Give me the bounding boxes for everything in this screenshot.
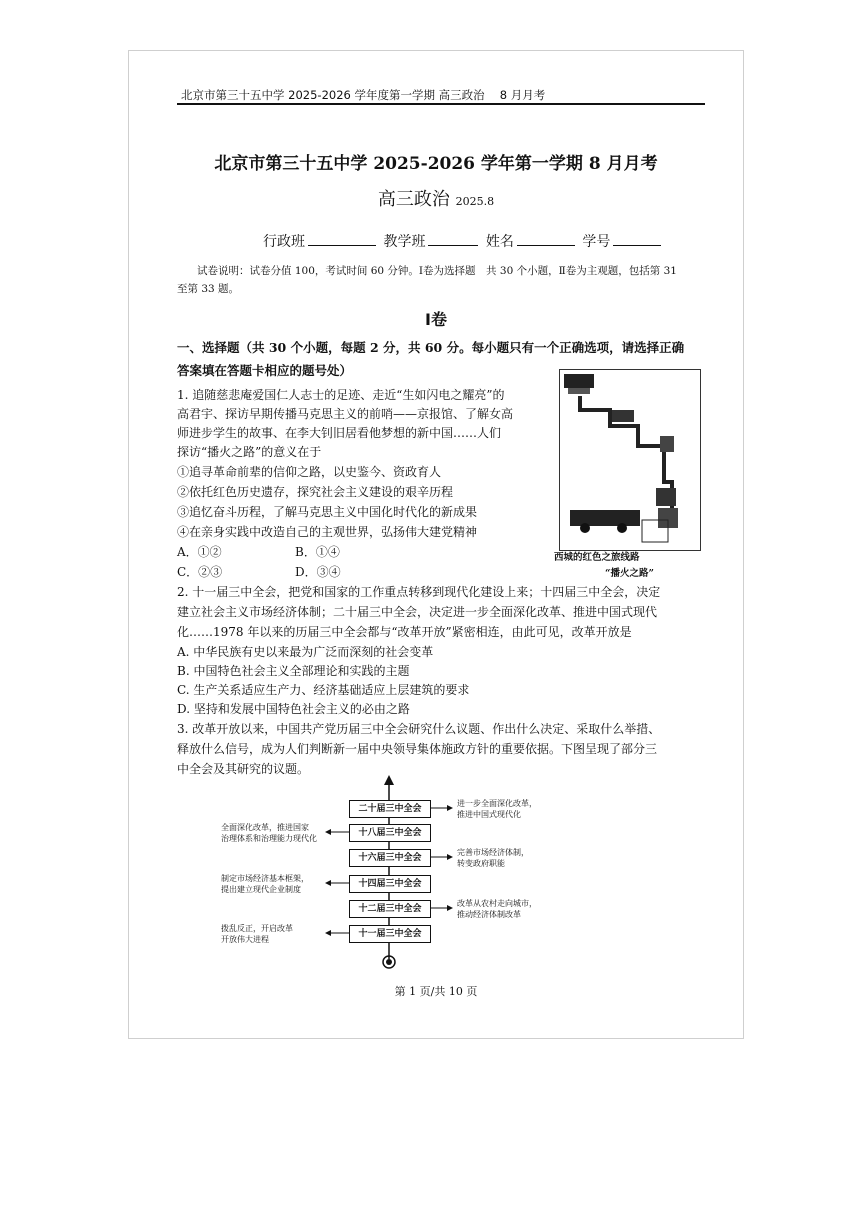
instructions-line-1: 试卷说明：试卷分值 100，考试时间 60 分钟。Ⅰ卷为选择题 共 30 个小题，Ⅱ卷为主观题，包括第 31 bbox=[197, 265, 677, 277]
red-route-map-image bbox=[559, 369, 701, 551]
note-right: 完善市场经济体制， 转变政府职能 bbox=[457, 848, 529, 868]
instructions-line-2: 至第 33 题。 bbox=[177, 283, 240, 295]
q1-line: 探访“播火之路”的意义在于 bbox=[177, 445, 322, 459]
student-id-label: 学号 bbox=[582, 234, 611, 250]
class-teach-label: 教学班 bbox=[383, 234, 426, 250]
q2-option-c: C. 生产关系适应生产力、经济基础适应上层建筑的要求 bbox=[177, 683, 470, 697]
q2-line: 建立社会主义市场经济体制；二十届三中全会，决定进一步全面深化改革、推进中国式现代 bbox=[177, 605, 658, 619]
student-info-fields bbox=[263, 231, 664, 251]
class-admin-label: 行政班 bbox=[263, 234, 305, 250]
name-blank[interactable] bbox=[517, 232, 575, 246]
route-illustration-icon bbox=[560, 370, 700, 550]
subject-line bbox=[129, 185, 743, 211]
q1-item: ②依托红色历史遗存，探究社会主义建设的艰辛历程 bbox=[177, 485, 454, 499]
q2-option-d: D. 坚持和发展中国特色社会主义的必由之路 bbox=[177, 702, 410, 716]
q3-line: 3. 改革开放以来，中国共产党历届三中全会研究什么议题、作出什么决定、采取什么举措、 bbox=[177, 722, 661, 736]
image-caption-2: “播火之路” bbox=[605, 568, 654, 579]
q1-item: ④在亲身实践中改造自己的主观世界，弘扬伟大建党精神 bbox=[177, 525, 478, 539]
q3-line: 释放什么信号，成为人们判断新一届中央领导集体施政方针的重要依据。下图呈现了部分三 bbox=[177, 742, 658, 756]
q1-line: 师进步学生的故事、在李大钊旧居看他梦想的新中国……人们 bbox=[177, 426, 502, 440]
q1-option-d: D．③④ bbox=[295, 565, 341, 579]
stage-16th-plenum: 十六届三中全会 bbox=[349, 849, 431, 867]
exam-page bbox=[128, 50, 744, 1039]
stage-12th-plenum: 十二届三中全会 bbox=[349, 900, 431, 918]
q2-option-b: B. 中国特色社会主义全部理论和实践的主题 bbox=[177, 664, 410, 678]
image-caption-1: 西城的红色之旅线路 bbox=[554, 552, 640, 563]
student-id-blank[interactable] bbox=[613, 232, 661, 246]
stage-18th-plenum: 十八届三中全会 bbox=[349, 824, 431, 842]
plenum-timeline-diagram bbox=[199, 771, 619, 971]
q2-option-a: A. 中华民族有史以来最为广泛而深刻的社会变革 bbox=[177, 645, 434, 659]
q2-line: 化……1978 年以来的历届三中全会都与“改革开放”紧密相连，由此可见，改革开放是 bbox=[177, 625, 632, 639]
part1-heading-2: 答案填在答题卡相应的题号处） bbox=[177, 363, 353, 378]
q1-option-a: A．①② bbox=[177, 545, 222, 559]
name-label: 姓名 bbox=[485, 234, 514, 250]
part1-heading-1: 一、选择题（共 30 个小题，每题 2 分，共 60 分。每小题只有一个正确选项，请选择正确 bbox=[177, 340, 685, 355]
note-right: 进一步全面深化改革， 推进中国式现代化 bbox=[457, 799, 537, 819]
note-left: 拨乱反正，开启改革 开放伟大进程 bbox=[221, 924, 293, 944]
class-admin-blank[interactable] bbox=[308, 232, 376, 246]
q1-option-c: C．②③ bbox=[177, 565, 223, 579]
stage-20th-plenum: 二十届三中全会 bbox=[349, 800, 431, 818]
q1-option-b: B．①④ bbox=[295, 545, 340, 559]
subject-name: 高三政治 bbox=[377, 189, 450, 210]
subject-date: 2025.8 bbox=[455, 195, 495, 208]
q3-line: 中全会及其研究的议题。 bbox=[177, 762, 310, 776]
stage-11th-plenum: 十一届三中全会 bbox=[349, 925, 431, 943]
note-right: 改革从农村走向城市， 推动经济体制改革 bbox=[457, 899, 537, 919]
q1-item: ③追忆奋斗历程，了解马克思主义中国化时代化的新成果 bbox=[177, 505, 478, 519]
section-title: Ⅰ卷 bbox=[425, 310, 447, 329]
note-left: 全面深化改革，推进国家 治理体系和治理能力现代化 bbox=[221, 823, 317, 843]
q1-line: 1. 追随慈悲庵爱国仁人志士的足迹、走近“生如闪电之耀亮”的 bbox=[177, 388, 505, 402]
page-number: 第 1 页/共 10 页 bbox=[394, 985, 478, 998]
stage-14th-plenum: 十四届三中全会 bbox=[349, 875, 431, 893]
running-header: 北京市第三十五中学 2025-2026 学年度第一学期 高三政治 8 月月考 bbox=[181, 88, 546, 102]
note-left: 制定市场经济基本框架， 提出建立现代企业制度 bbox=[221, 874, 309, 894]
class-teach-blank[interactable] bbox=[428, 232, 478, 246]
q2-line: 2. 十一届三中全会，把党和国家的工作重点转移到现代化建设上来；十四届三中全会，决定 bbox=[177, 585, 661, 599]
q1-item: ①追寻革命前辈的信仰之路，以史鉴今、资政育人 bbox=[177, 465, 442, 479]
header-rule bbox=[177, 103, 705, 105]
q1-line: 高君宇、探访早期传播马克思主义的前哨——京报馆、了解女高 bbox=[177, 407, 514, 421]
exam-title: 北京市第三十五中学 2025-2026 学年第一学期 8 月月考 bbox=[214, 154, 658, 174]
